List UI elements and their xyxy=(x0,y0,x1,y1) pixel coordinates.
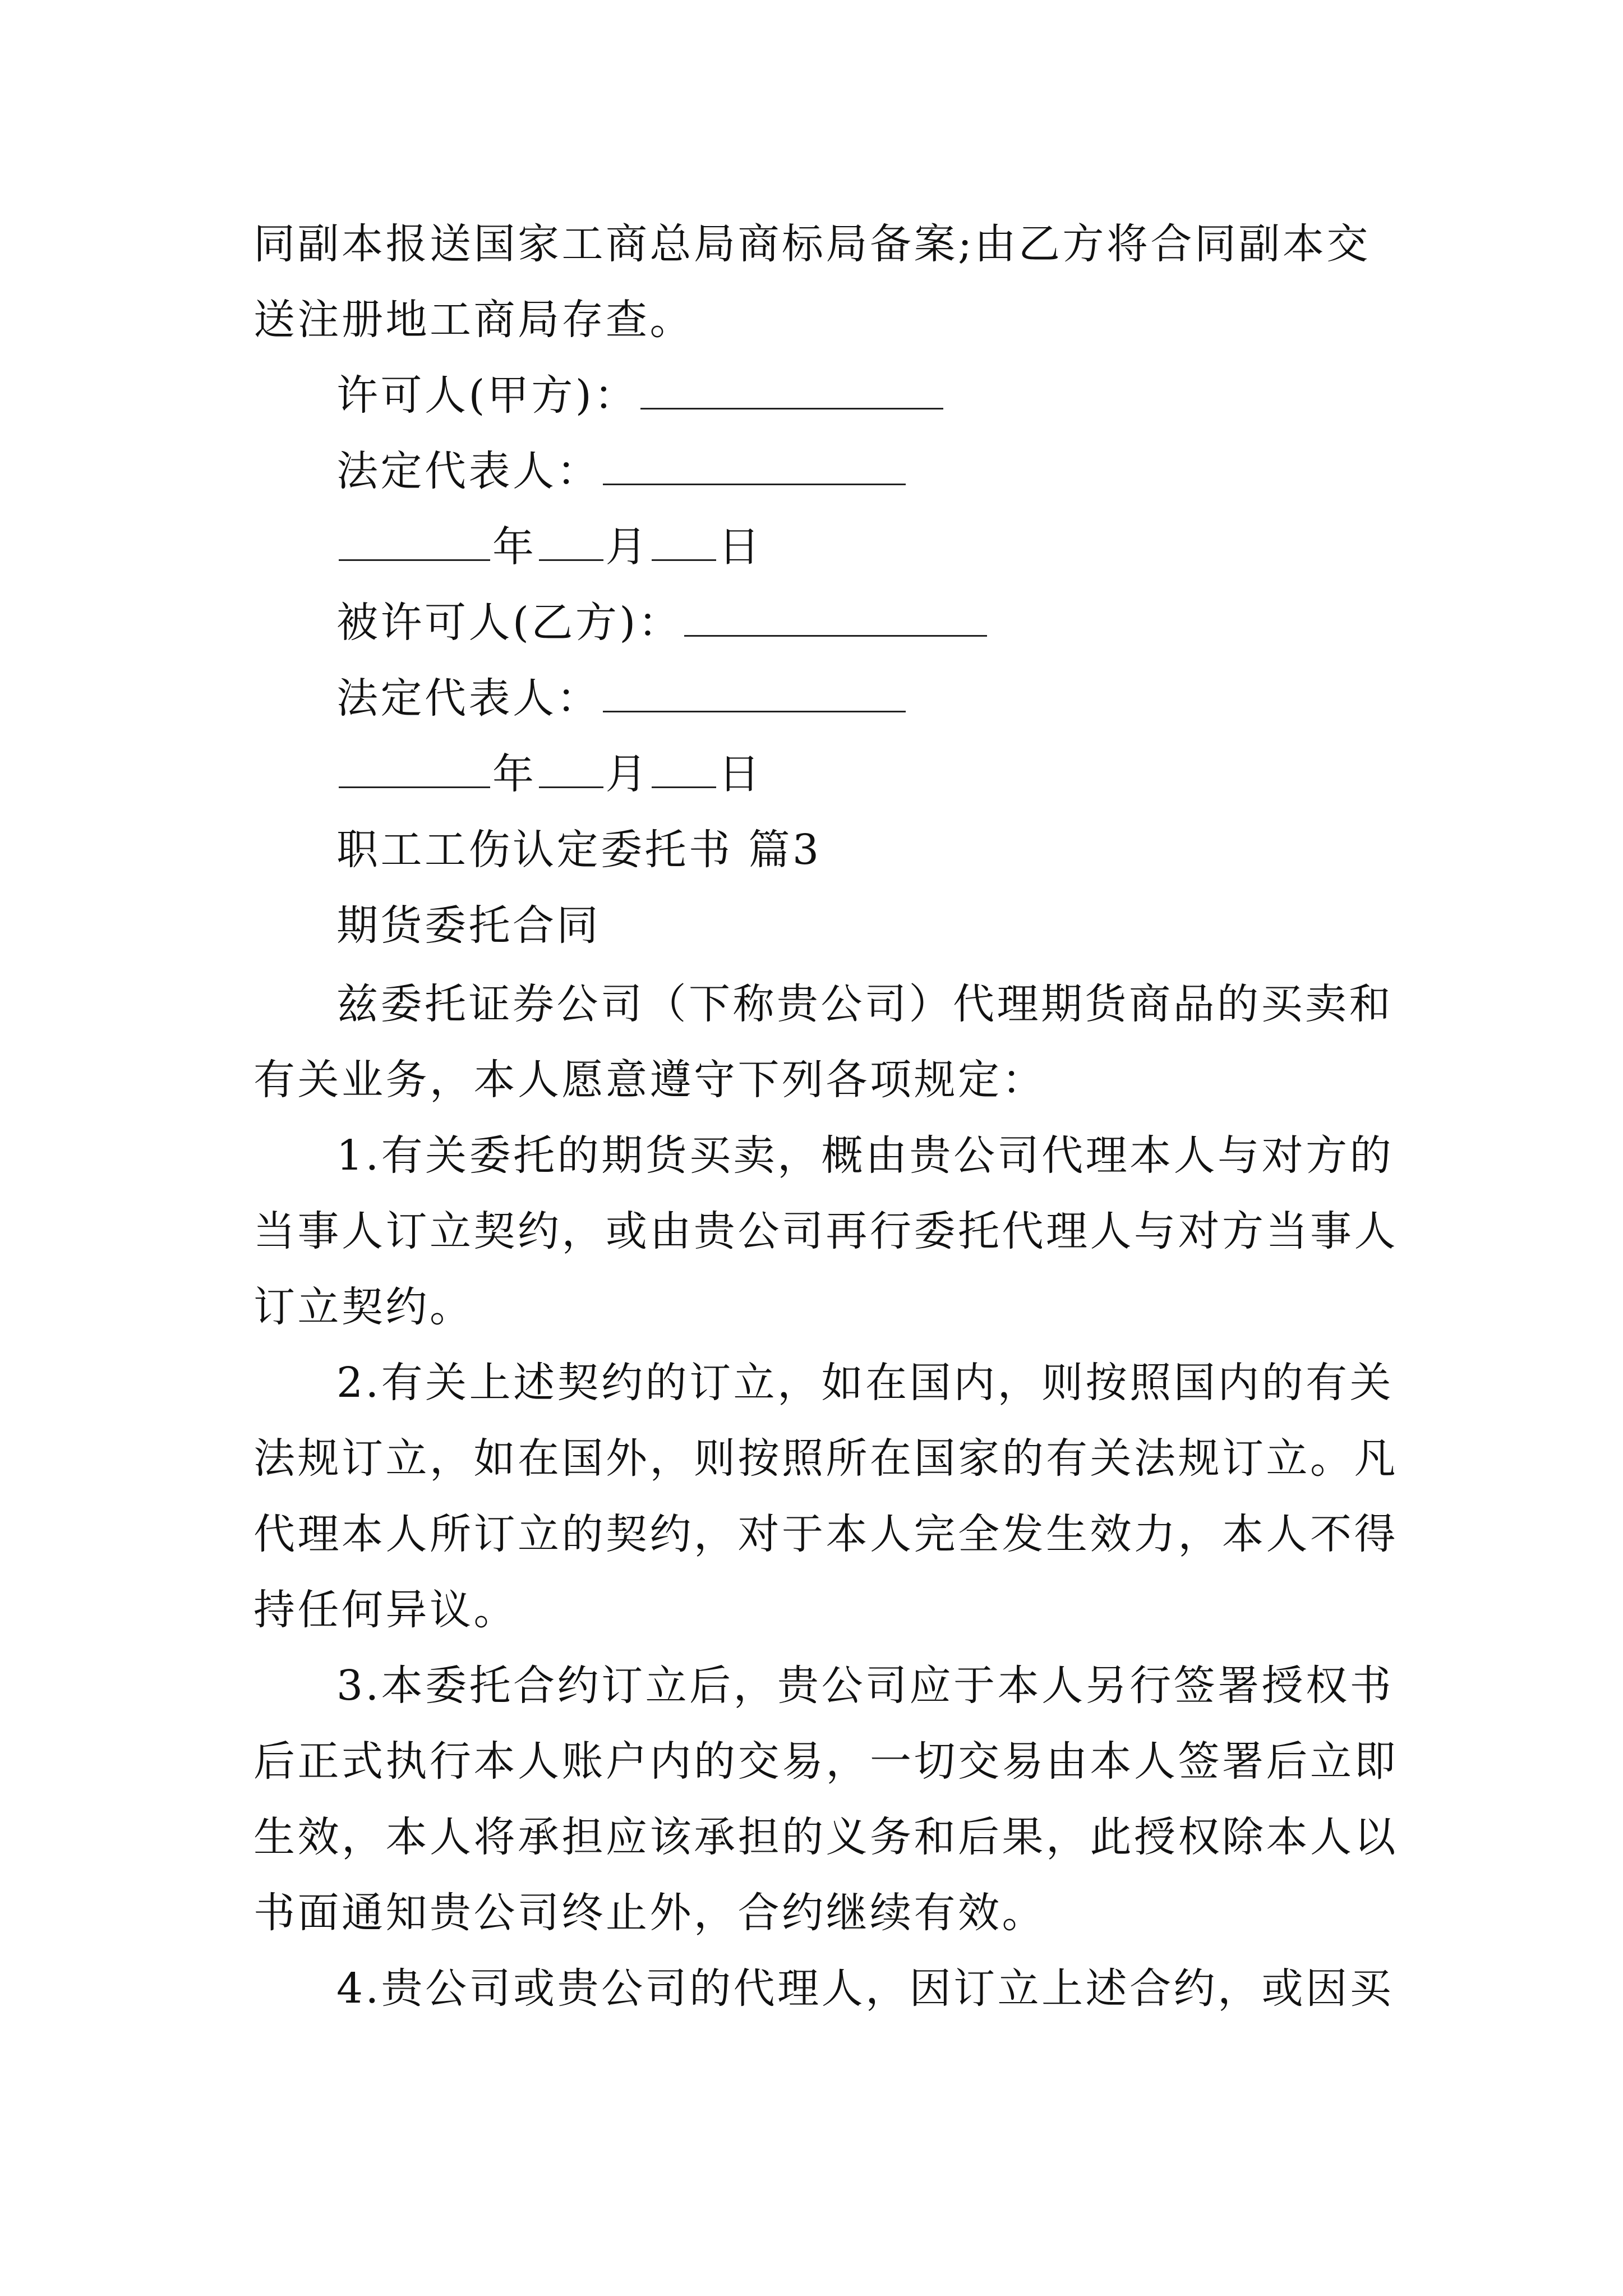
day-blank xyxy=(652,520,716,561)
paragraph-line: 当事人订立契约，或由贵公司再行委托代理人与对方当事人 xyxy=(253,1207,1398,1255)
paragraph-line: 4.贵公司或贵公司的代理人，因订立上述合约，或因买 xyxy=(336,1964,1394,2013)
paragraph-line: 送注册地工商局存查。 xyxy=(253,296,694,344)
licensor-signature-line xyxy=(336,367,946,424)
day-label: 日 xyxy=(718,750,763,798)
legal-rep-label: 法定代表人： xyxy=(336,447,601,495)
paragraph-line: 2.有关上述契约的订立，如在国内，则按照国内的有关 xyxy=(336,1359,1394,1407)
licensee-blank xyxy=(684,596,987,637)
paragraph-line: 兹委托证券公司（下称贵公司）代理期货商品的买卖和 xyxy=(336,980,1393,1028)
paragraph-line: 代理本人所订立的契约，对于本人完全发生效力，本人不得 xyxy=(253,1510,1398,1558)
month-label: 月 xyxy=(605,750,649,798)
month-blank xyxy=(539,747,603,788)
licensor-rep-line xyxy=(336,443,908,499)
licensor-label: 许可人(甲方)： xyxy=(336,371,638,420)
year-label: 年 xyxy=(492,523,537,571)
legal-rep-blank xyxy=(603,444,906,485)
licensor-date-line xyxy=(336,519,763,575)
licensee-label: 被许可人(乙方)： xyxy=(336,599,683,647)
day-blank xyxy=(652,747,716,788)
paragraph-line: 后正式执行本人账户内的交易，一切交易由本人签署后立即 xyxy=(253,1737,1398,1786)
year-label: 年 xyxy=(492,750,537,798)
month-blank xyxy=(539,520,603,561)
section-heading: 职工工伤认定委托书 篇3 xyxy=(336,826,822,874)
paragraph-line: 订立契约。 xyxy=(253,1283,474,1331)
paragraph-line: 法规订立，如在国外，则按照所在国家的有关法规订立。凡 xyxy=(253,1434,1398,1483)
paragraph-line: 同副本报送国家工商总局商标局备案;由乙方将合同副本交 xyxy=(253,220,1371,268)
year-blank xyxy=(339,747,490,788)
paragraph-line: 1.有关委托的期货买卖，概由贵公司代理本人与对方的 xyxy=(336,1131,1394,1180)
month-label: 月 xyxy=(605,523,649,571)
day-label: 日 xyxy=(718,523,763,571)
legal-rep-blank xyxy=(603,671,906,712)
paragraph-line: 3.本委托合约订立后，贵公司应于本人另行签署授权书 xyxy=(336,1662,1394,1710)
licensor-blank xyxy=(640,369,943,409)
licensee-rep-line xyxy=(336,670,908,726)
paragraph-line: 书面通知贵公司终止外，合约继续有效。 xyxy=(253,1889,1046,1937)
paragraph-line: 持任何异议。 xyxy=(253,1586,518,1634)
year-blank xyxy=(339,520,490,561)
licensee-signature-line xyxy=(336,595,989,651)
licensee-date-line xyxy=(336,746,763,802)
legal-rep-label: 法定代表人： xyxy=(336,674,601,723)
paragraph-line: 生效，本人将承担应该承担的义务和后果，此授权除本人以 xyxy=(253,1813,1398,1861)
paragraph-line: 有关业务，本人愿意遵守下列各项规定： xyxy=(253,1056,1046,1104)
contract-title: 期货委托合同 xyxy=(336,901,601,950)
